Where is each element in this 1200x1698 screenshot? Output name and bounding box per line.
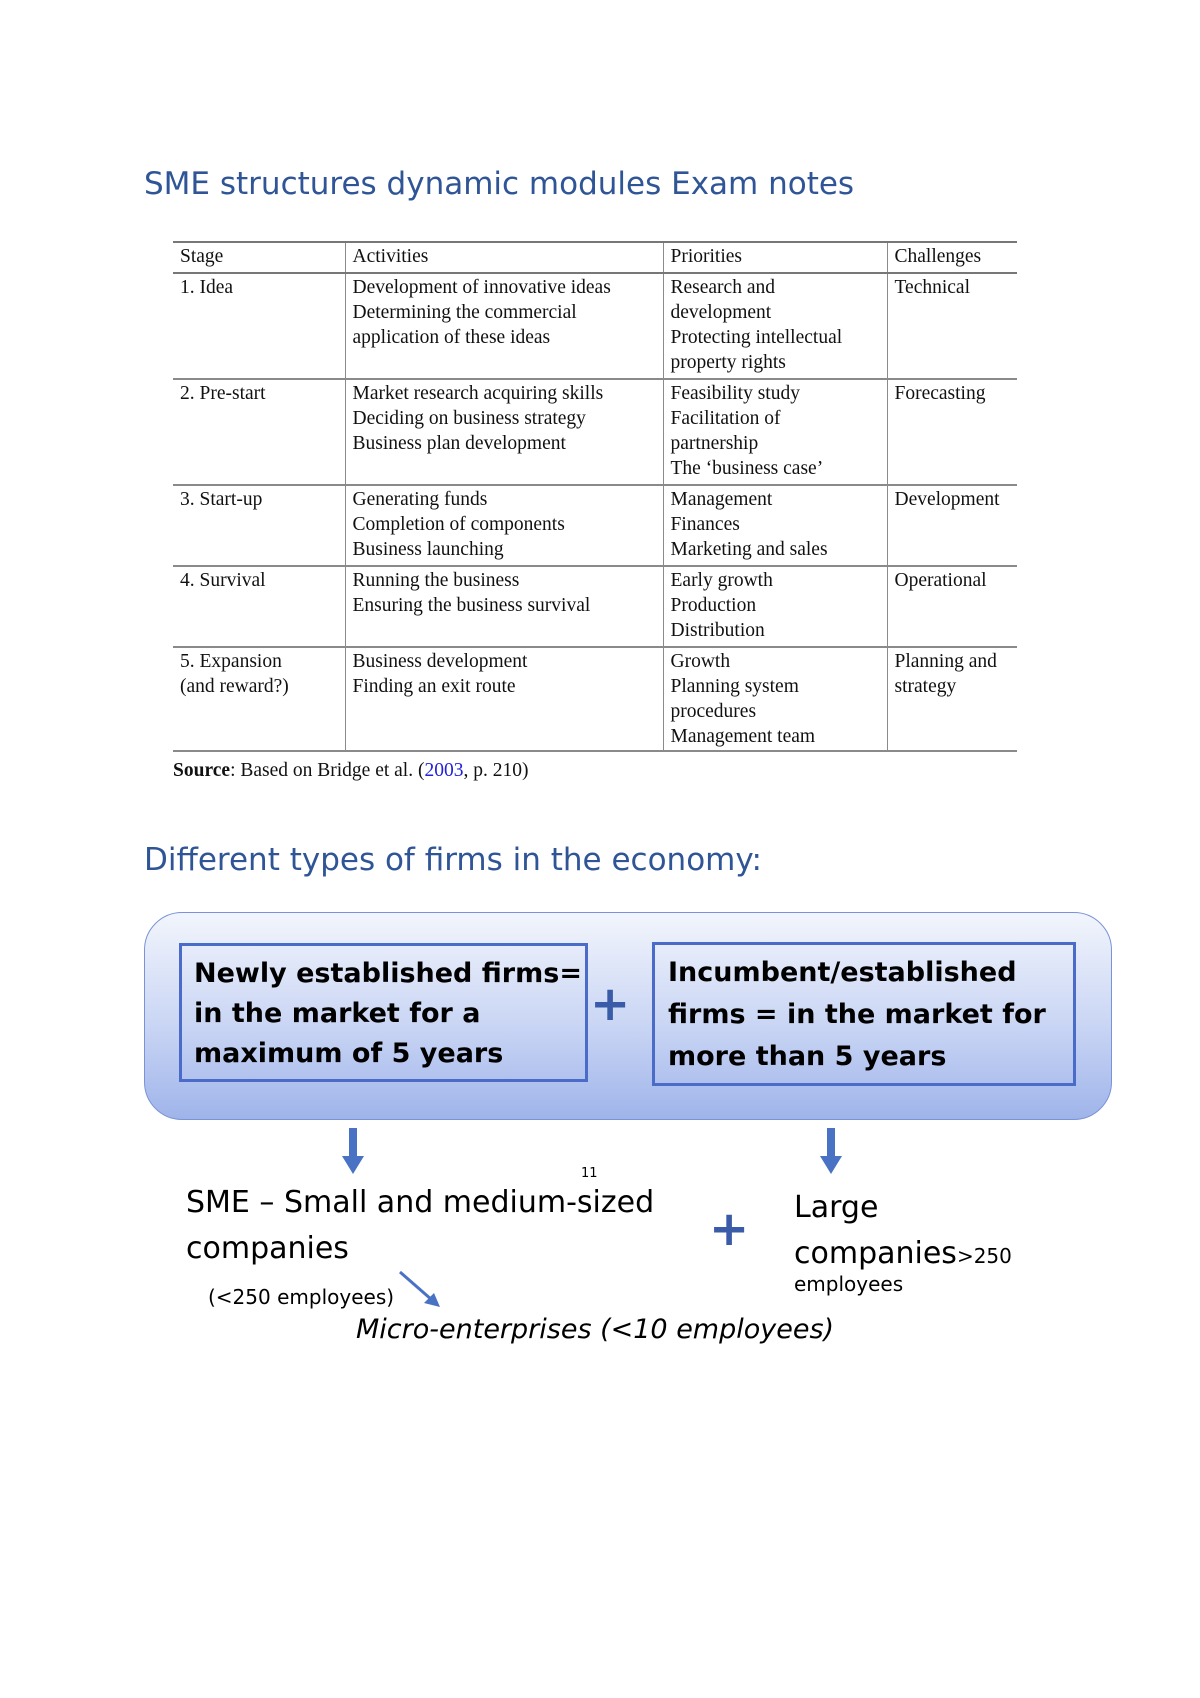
- cell-line: strategy: [894, 676, 957, 697]
- cell-line: Early growth: [670, 570, 773, 591]
- cell-line: development: [670, 302, 772, 323]
- table-row: [173, 485, 1017, 566]
- cell-line: Protecting intellectual: [670, 327, 843, 348]
- cell-line: Management team: [670, 726, 816, 747]
- cell-line: Business launching: [352, 539, 504, 560]
- arrow-diagonal-icon: [398, 1270, 444, 1310]
- cell-line: Management: [670, 489, 773, 510]
- plus-icon: +: [590, 976, 631, 1032]
- large-companies-label: [794, 1185, 1012, 1295]
- large-companies: companies: [794, 1236, 957, 1271]
- source-text-after: , p. 210): [463, 760, 529, 781]
- cell-stage: [173, 647, 345, 751]
- header-activities: Activities: [345, 242, 663, 273]
- cell-challenges: [887, 566, 1017, 647]
- cell-line: (and reward?): [180, 676, 289, 697]
- cell-line: Distribution: [670, 620, 765, 641]
- page-number: 11: [581, 1166, 598, 1181]
- section-heading: Different types of firms in the economy:: [144, 842, 762, 878]
- cell-line: 3. Start-up: [180, 489, 263, 510]
- cell-line: Development of innovative ideas: [352, 277, 611, 298]
- stages-table: [173, 241, 1017, 752]
- cell-activities: [345, 485, 663, 566]
- plus-icon: +: [709, 1201, 750, 1257]
- cell-line: Technical: [894, 277, 971, 298]
- cell-line: application of these ideas: [352, 327, 551, 348]
- cell-line: Determining the commercial: [352, 302, 577, 323]
- cell-line: Market research acquiring skills: [352, 383, 604, 404]
- large-employee-note: >250: [956, 1244, 1012, 1268]
- cell-line: Completion of components: [352, 514, 565, 535]
- cell-line: Research and: [670, 277, 775, 298]
- header-priorities: Priorities: [663, 242, 887, 273]
- cell-challenges: [887, 379, 1017, 485]
- cell-line: Business plan development: [352, 433, 566, 454]
- cell-line: Running the business: [352, 570, 520, 591]
- sme-employee-note: (<250 employees): [208, 1285, 395, 1309]
- cell-line: Development: [894, 489, 1000, 510]
- table-row: [173, 379, 1017, 485]
- box-line: Incumbent/established: [668, 957, 1017, 988]
- cell-stage: [173, 273, 345, 379]
- cell-priorities: [663, 379, 887, 485]
- cell-activities: [345, 566, 663, 647]
- cell-line: Deciding on business strategy: [352, 408, 586, 429]
- arrow-down-icon: [820, 1128, 842, 1174]
- cell-line: Growth: [670, 651, 731, 672]
- cell-line: Facilitation of: [670, 408, 781, 429]
- cell-challenges: [887, 485, 1017, 566]
- table-header-row: [173, 242, 1017, 273]
- table-source-caption: [173, 760, 528, 782]
- cell-line: Finances: [670, 514, 740, 535]
- cell-priorities: [663, 273, 887, 379]
- page-title: SME structures dynamic modules Exam notes: [144, 166, 855, 202]
- cell-priorities: [663, 647, 887, 751]
- cell-line: Ensuring the business survival: [352, 595, 591, 616]
- cell-line: Production: [670, 595, 757, 616]
- micro-enterprises-label: Micro-enterprises (<10 employees): [356, 1314, 835, 1345]
- cell-priorities: [663, 566, 887, 647]
- cell-activities: [345, 379, 663, 485]
- cell-stage: [173, 485, 345, 566]
- table-row: [173, 647, 1017, 751]
- cell-activities: [345, 647, 663, 751]
- box-line: more than 5 years: [668, 1041, 947, 1072]
- header-stage: Stage: [173, 242, 345, 273]
- source-text-before: : Based on Bridge et al. (: [230, 760, 425, 781]
- cell-line: Generating funds: [352, 489, 488, 510]
- newly-established-firms-box: [179, 943, 588, 1082]
- header-challenges: Challenges: [887, 242, 1017, 273]
- source-reference-link[interactable]: 2003: [424, 760, 464, 781]
- cell-priorities: [663, 485, 887, 566]
- box-line: Newly established firms=: [194, 958, 582, 989]
- cell-stage: [173, 566, 345, 647]
- box-line: firms = in the market for: [668, 999, 1046, 1030]
- table-row: [173, 273, 1017, 379]
- cell-line: The ‘business case’: [670, 458, 824, 479]
- incumbent-firms-box: [652, 942, 1076, 1086]
- table-row: [173, 566, 1017, 647]
- cell-line: Planning system: [670, 676, 799, 697]
- cell-line: Planning and: [894, 651, 997, 672]
- arrow-down-icon: [342, 1128, 364, 1174]
- cell-line: procedures: [670, 701, 757, 722]
- box-line: in the market for a: [194, 998, 481, 1029]
- cell-line: Marketing and sales: [670, 539, 828, 560]
- cell-line: property rights: [670, 352, 786, 373]
- box-line: maximum of 5 years: [194, 1038, 504, 1069]
- cell-line: 4. Survival: [180, 570, 266, 591]
- cell-line: 2. Pre-start: [180, 383, 266, 404]
- cell-line: Finding an exit route: [352, 676, 516, 697]
- cell-line: 5. Expansion: [180, 651, 282, 672]
- stages-table-container: [173, 241, 1017, 752]
- cell-stage: [173, 379, 345, 485]
- sme-line-1: SME – Small and medium-sized: [186, 1185, 655, 1220]
- cell-challenges: [887, 647, 1017, 751]
- cell-line: Business development: [352, 651, 528, 672]
- large-line-1: Large: [794, 1190, 879, 1225]
- sme-companies: companies: [186, 1231, 349, 1266]
- cell-line: 1. Idea: [180, 277, 234, 298]
- cell-line: Operational: [894, 570, 987, 591]
- cell-line: Feasibility study: [670, 383, 800, 404]
- cell-activities: [345, 273, 663, 379]
- large-line-3: employees: [794, 1272, 904, 1296]
- cell-line: partnership: [670, 433, 759, 454]
- source-label: Source: [173, 760, 231, 781]
- cell-challenges: [887, 273, 1017, 379]
- cell-line: Forecasting: [894, 383, 986, 404]
